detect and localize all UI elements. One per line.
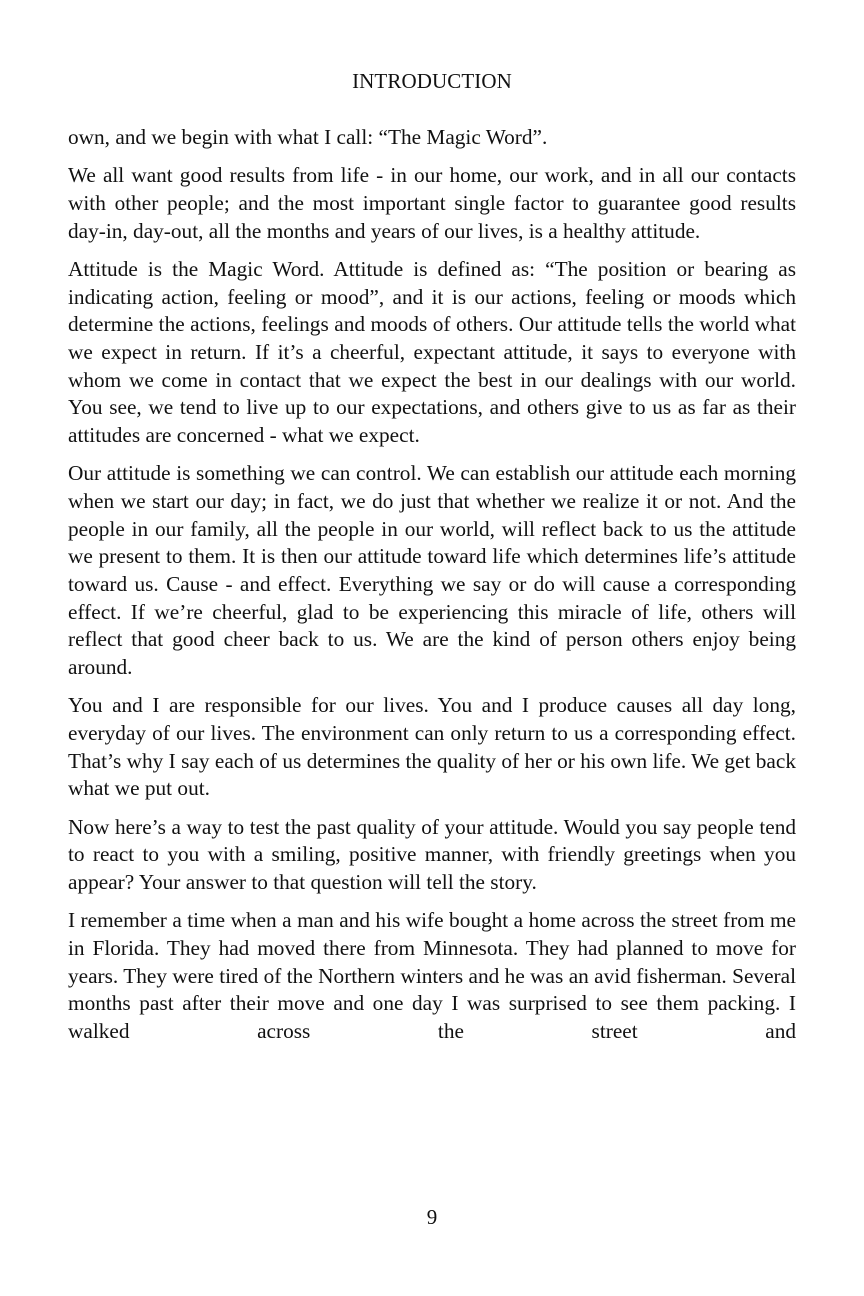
paragraph: Now here’s a way to test the past quality of your attitude. Would you say people tend to react to you with a smiling, positive manner, with friendly greetings when you appear? Your answer to that question will tell the story. — [68, 814, 796, 895]
paragraph-continues-next-page: I remember a time when a man and his wife bought a home across the street from me in Florida. They had moved there from Minnesota. They had planned to move for years. They were tired of the Northern winters and he was an avid fisherman. Several months past after their move and one day I was surprised to see them packing. I walked across the street and — [68, 908, 796, 1044]
body-text — [68, 124, 796, 1056]
paragraph: Our attitude is something we can control. We can establish our attitude each morning when we start our day; in fact, we do just that whether we realize it or not. And the people in our family, all the people in our world, will reflect back to us the attitude we present to them. It is then our attitude toward life which determines life’s attitude toward us. Cause - and effect. Everything we say or do will cause a corresponding effect. If we’re cheerful, glad to be experiencing this miracle of life, others will reflect that good cheer back to us. We are the kind of person others enjoy being around. — [68, 461, 796, 680]
paragraph-continued: own, and we begin with what I call: “The Magic Word”. — [68, 125, 548, 149]
paragraph: We all want good results from life - in our home, our work, and in all our contacts with other people; and the most important single factor to guarantee good results day-in, day-out, all the months and years of our lives, is a healthy attitude. — [68, 163, 796, 243]
paragraph: Attitude is the Magic Word. Attitude is defined as: “The position or bearing as indicating action, feeling or mood”, and it is our actions, feeling or moods which determine the actions, feelings and moods of others. Our attitude tells the world what we expect in return. If it’s a cheerful, expectant attitude, it says to everyone with whom we come in contact that we expect the best in our dealings with our world. You see, we tend to live up to our expectations, and others give to us as far as their attitudes are concerned - what we expect. — [68, 256, 796, 448]
running-header: INTRODUCTION — [352, 69, 512, 93]
page-number: 9 — [426, 1205, 438, 1229]
paragraph: You and I are responsible for our lives. You and I produce causes all day long, everyday of our lives. The environment can only return to us a corresponding effect. That’s why I say each of us determines the quality of her or his own life. We get back what we put out. — [68, 693, 796, 801]
